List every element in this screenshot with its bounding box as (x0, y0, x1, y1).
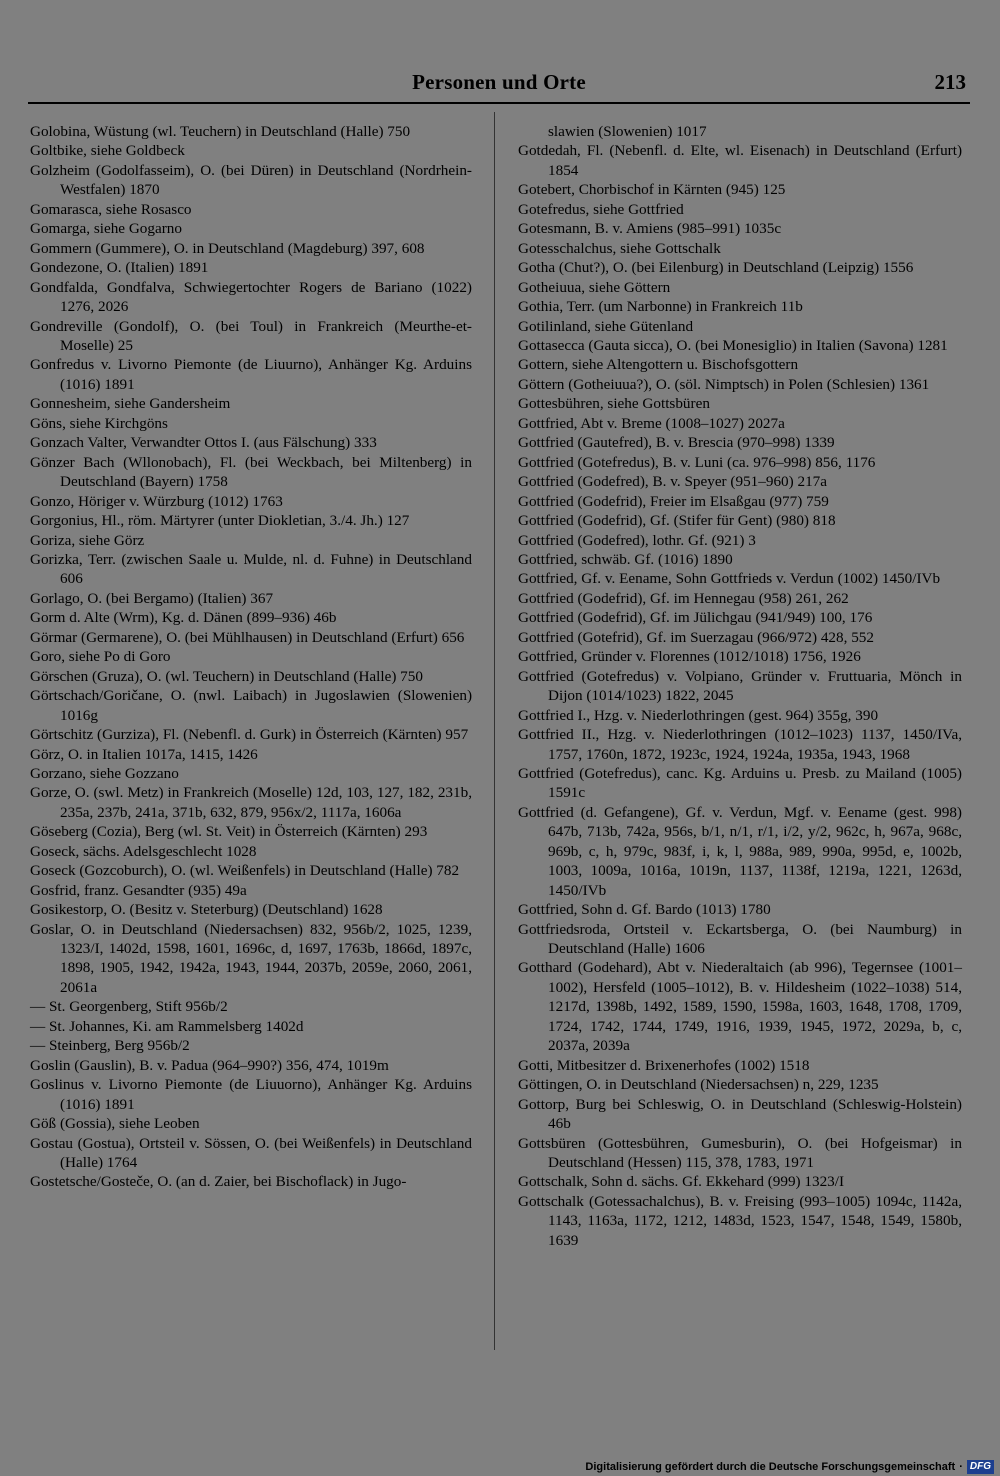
index-entry: Gottfriedsroda, Ortsteil v. Eckartsberga, O. (bei Naumburg) in Deutschland (Halle) 1606 (518, 920, 962, 958)
index-entry: Görtschitz (Gurziza), Fl. (Nebenfl. d. Gurk) in Österreich (Kärnten) 957 (30, 726, 469, 744)
index-entry: Göß (Gossia), siehe Leoben (30, 1115, 200, 1133)
index-entry: Gomarasca, siehe Rosasco (30, 200, 192, 218)
index-entry: Göns, siehe Kirchgöns (30, 414, 168, 432)
footer-separator: · (959, 1461, 963, 1473)
index-entry: Goltbike, siehe Goldbeck (30, 142, 185, 160)
index-entry: Gönzer Bach (Wllonobach), Fl. (bei Weckbach, bei Miltenberg) in Deutschland (Bayern) 1758 (30, 453, 472, 491)
index-entry: Gottfried (Gautefred), B. v. Brescia (970–998) 1339 (518, 434, 835, 452)
index-entry: Gottfried, Sohn d. Gf. Bardo (1013) 1780 (518, 901, 771, 919)
index-entry: Gottern, siehe Altengottern u. Bischofsgottern (518, 356, 799, 374)
index-entry: Görz, O. in Italien 1017a, 1415, 1426 (30, 745, 258, 763)
index-entry: Goro, siehe Po di Goro (30, 648, 171, 666)
index-entry: Gottfried, Abt v. Breme (1008–1027) 2027a (518, 414, 785, 432)
index-entry: Gorm d. Alte (Wrm), Kg. d. Dänen (899–936) 46b (30, 609, 337, 627)
index-entry: Gondezone, O. (Italien) 1891 (30, 259, 209, 277)
index-entry: Gottfried (Gotefrid), Gf. im Suerzagau (966/972) 428, 552 (518, 628, 874, 646)
index-entry: Gottfried (Godefrid), Gf. (Stifer für Gent) (980) 818 (518, 512, 836, 530)
index-entry: Gondreville (Gondolf), O. (bei Toul) in Frankreich (Meurthe-et-Moselle) 25 (30, 317, 472, 354)
index-entry: Gotti, Mitbesitzer d. Brixenerhofes (1002) 1518 (518, 1056, 810, 1074)
index-entry: Gotha (Chut?), O. (bei Eilenburg) in Deutschland (Leipzig) 1556 (518, 259, 914, 277)
index-entry: Goslin (Gauslin), B. v. Padua (964–990?) 356, 474, 1019m (30, 1056, 389, 1074)
index-entry: Gondfalda, Gondfalva, Schwiegertochter Rogers de Bariano (1022) 1276, 2026 (30, 278, 472, 316)
index-entry: Gotebert, Chorbischof in Kärnten (945) 125 (518, 181, 786, 199)
index-entry: Gottasecca (Gauta sicca), O. (bei Monesiglio) in Italien (Savona) 1281 (518, 336, 948, 354)
index-entry: Gottfried (Godefred), lothr. Gf. (921) 3 (518, 531, 756, 549)
index-entry: Gotefredus, siehe Gottfried (518, 200, 684, 218)
index-entry: Gottfried (Gotefredus) v. Volpiano, Gründer v. Fruttuaria, Mönch in Dijon (1014/1023) 1822, 2045 (518, 667, 962, 705)
index-entry: Gothia, Terr. (um Narbonne) in Frankreich 11b (518, 298, 803, 316)
index-entry: Gonnesheim, siehe Gandersheim (30, 395, 231, 413)
index-entry: Gostau (Gostua), Ortsteil v. Sössen, O. (bei Weißenfels) in Deutschland (Halle) 1764 (30, 1134, 472, 1172)
index-entry: Göttingen, O. in Deutschland (Niedersachsen) n, 229, 1235 (518, 1076, 879, 1094)
index-entry: Görtschach/Goričane, O. (nwl. Laibach) in Jugoslawien (Slowenien) 1016g (30, 687, 472, 724)
index-entry: Gotthard (Godehard), Abt v. Niederaltaich (ab 996), Tegernsee (1001–1002), Hersfeld (1005–1012), B. v. Hildesheim (1022–1038) 514, 1217d, 1398b, 1492, 1589, 1590, 1598a, 1603, 1648, 1708, 1709, 1724, 1742, 1744, 1749, 1916, 1939, 1945, 1972, 2029a, b, c, 2037a, 2039a (518, 959, 962, 1055)
index-entry: Gottfried (Godefrid), Gf. im Jülichgau (941/949) 100, 176 (518, 609, 873, 627)
index-entry: Gottfried I., Hzg. v. Niederlothringen (gest. 964) 355g, 390 (518, 706, 879, 724)
footer-credit: Digitalisierung gefördert durch die Deutsche Forschungsgemeinschaft (585, 1461, 956, 1473)
index-entry: Gottschalk (Gotessachalchus), B. v. Freising (993–1005) 1094c, 1142a, 1143, 1163a, 1172, 1212, 1483d, 1523, 1547, 1548, 1549, 1580b, 1639 (518, 1192, 962, 1249)
index-entry: Gomarga, siehe Gogarno (30, 220, 182, 238)
index-entry: Golzheim (Godolfasseim), O. (bei Düren) in Deutschland (Nordrhein-Westfalen) 1870 (30, 161, 472, 199)
left-column (30, 122, 472, 1192)
index-entry: Gorze, O. (swl. Metz) in Frankreich (Moselle) 12d, 103, 127, 182, 231b, 235a, 237b, 241a, 371b, 632, 879, 956x/2, 1117a, 1606a (30, 784, 472, 821)
index-entry: Gostetsche/Gosteče, O. (an d. Zaier, bei Bischoflack) in Jugo- (30, 1173, 407, 1191)
index-entry: Gottsbüren (Gottesbühren, Gumesburin), O. (bei Hofgeismar) in Deutschland (Hessen) 115, 378, 1783, 1971 (518, 1134, 962, 1172)
index-entry: — Steinberg, Berg 956b/2 (30, 1037, 190, 1055)
index-entry: Gorlago, O. (bei Bergamo) (Italien) 367 (30, 589, 274, 607)
index-entry: Gotheiuua, siehe Göttern (518, 278, 671, 296)
index-entry: Gottesbühren, siehe Gottsbüren (518, 395, 710, 413)
index-entry: Gonzach Valter, Verwandter Ottos I. (aus Fälschung) 333 (30, 434, 377, 452)
index-entry: Gottfried (Godefrid), Freier im Elsaßgau (977) 759 (518, 492, 829, 510)
index-entry: Gosfrid, franz. Gesandter (935) 49a (30, 881, 247, 899)
index-entry: Gosikestorp, O. (Besitz v. Steterburg) (Deutschland) 1628 (30, 901, 383, 919)
index-entry: Gommern (Gummere), O. in Deutschland (Magdeburg) 397, 608 (30, 239, 425, 257)
index-entry: Gottschalk, Sohn d. sächs. Gf. Ekkehard (999) 1323/I (518, 1173, 845, 1191)
index-entry: — St. Johannes, Ki. am Rammelsberg 1402d (30, 1017, 304, 1035)
index-entry: Gottfried II., Hzg. v. Niederlothringen (1012–1023) 1137, 1450/IVa, 1757, 1760n, 1872, 1923c, 1924, 1924a, 1935a, 1943, 1968 (518, 726, 962, 763)
index-entry: Gonzo, Höriger v. Würzburg (1012) 1763 (30, 492, 283, 510)
index-entry: Gorizka, Terr. (zwischen Saale u. Mulde, nl. d. Fuhne) in Deutschland 606 (30, 550, 472, 588)
page-header (28, 68, 970, 104)
page-number: 213 (934, 70, 966, 94)
index-entry: slawien (Slowenien) 1017 (548, 123, 707, 140)
index-entry: Gonfredus v. Livorno Piemonte (de Liuurno), Anhänger Kg. Arduins (1016) 1891 (30, 356, 472, 393)
right-column (518, 122, 962, 1250)
index-entry: Gottfried, schwäb. Gf. (1016) 1890 (518, 550, 733, 568)
index-entry: Göseberg (Cozia), Berg (wl. St. Veit) in Österreich (Kärnten) 293 (30, 823, 428, 841)
index-entry: — St. Georgenberg, Stift 956b/2 (30, 998, 228, 1016)
index-entry: Goriza, siehe Görz (30, 531, 145, 549)
page-title: Personen und Orte (412, 70, 586, 94)
index-entry: Goslar, O. in Deutschland (Niedersachsen) 832, 956b/2, 1025, 1239, 1323/I, 1402d, 1598, 1601, 1696c, d, 1697, 1763b, 1866d, 1897c, 1898, 1905, 1942, 1942a, 1943, 1944, 2037b, 2059e, 2060, 2061, 2061a (30, 920, 472, 996)
index-entry: Gottfried, Gründer v. Florennes (1012/1018) 1756, 1926 (518, 648, 861, 666)
index-entry: Gotdedah, Fl. (Nebenfl. d. Elte, wl. Eisenach) in Deutschland (Erfurt) 1854 (518, 142, 962, 179)
index-entry: Gottfried, Gf. v. Eename, Sohn Gottfrieds v. Verdun (1002) 1450/IVb (518, 570, 941, 588)
index-entry: Gottfried (Godefrid), Gf. im Hennegau (958) 261, 262 (518, 589, 849, 607)
index-entry: Golobina, Wüstung (wl. Teuchern) in Deutschland (Halle) 750 (30, 123, 411, 140)
index-entry: Goseck (Gozcoburch), O. (wl. Weißenfels) in Deutschland (Halle) 782 (30, 862, 460, 880)
index-entry: Goslinus v. Livorno Piemonte (de Liuuorno), Anhänger Kg. Arduins (1016) 1891 (30, 1076, 472, 1113)
index-entry: Gottorp, Burg bei Schleswig, O. in Deutschland (Schleswig-Holstein) 46b (518, 1095, 962, 1133)
index-entry: Gottfried (Godefred), B. v. Speyer (951–960) 217a (518, 473, 828, 491)
index-entry: Göttern (Gotheiuua?), O. (söl. Nimptsch) in Polen (Schlesien) 1361 (518, 375, 930, 393)
index-entry: Gorgonius, Hl., röm. Märtyrer (unter Diokletian, 3./4. Jh.) 127 (30, 512, 410, 530)
index-entry: Gotesmann, B. v. Amiens (985–991) 1035c (518, 220, 782, 238)
dfg-logo: DFG (967, 1460, 994, 1474)
index-entry: Gorzano, siehe Gozzano (30, 764, 179, 782)
index-entry: Görschen (Gruza), O. (wl. Teuchern) in Deutschland (Halle) 750 (30, 667, 423, 685)
column-divider (494, 112, 495, 1350)
index-entry: Goseck, sächs. Adelsgeschlecht 1028 (30, 842, 257, 860)
index-entry: Gottfried (Gotefredus), B. v. Luni (ca. 976–998) 856, 1176 (518, 453, 876, 471)
index-entry: Gotilinland, siehe Gütenland (518, 317, 694, 335)
index-entry: Gottfried (d. Gefangene), Gf. v. Verdun, Mgf. v. Eename (gest. 998) 647b, 713b, 742a, 956s, b/1, n/1, r/1, i/2, y/2, 962c, h, 967a, 968c, 969b, c, h, 979c, 983f, i, k, l, 988a, 989, 990a, 995d, e, 1002b, 1003, 1009a, 1016a, 1019n, 1137, 1138f, 1219a, 1221, 1263d, 1450/IVb (518, 803, 962, 899)
index-entry: Gotesschalchus, siehe Gottschalk (518, 239, 721, 257)
index-entry: Görmar (Germarene), O. (bei Mühlhausen) in Deutschland (Erfurt) 656 (30, 628, 465, 646)
footer (585, 1460, 994, 1474)
index-entry: Gottfried (Gotefredus), canc. Kg. Arduins u. Presb. zu Mailand (1005) 1591c (518, 764, 962, 802)
